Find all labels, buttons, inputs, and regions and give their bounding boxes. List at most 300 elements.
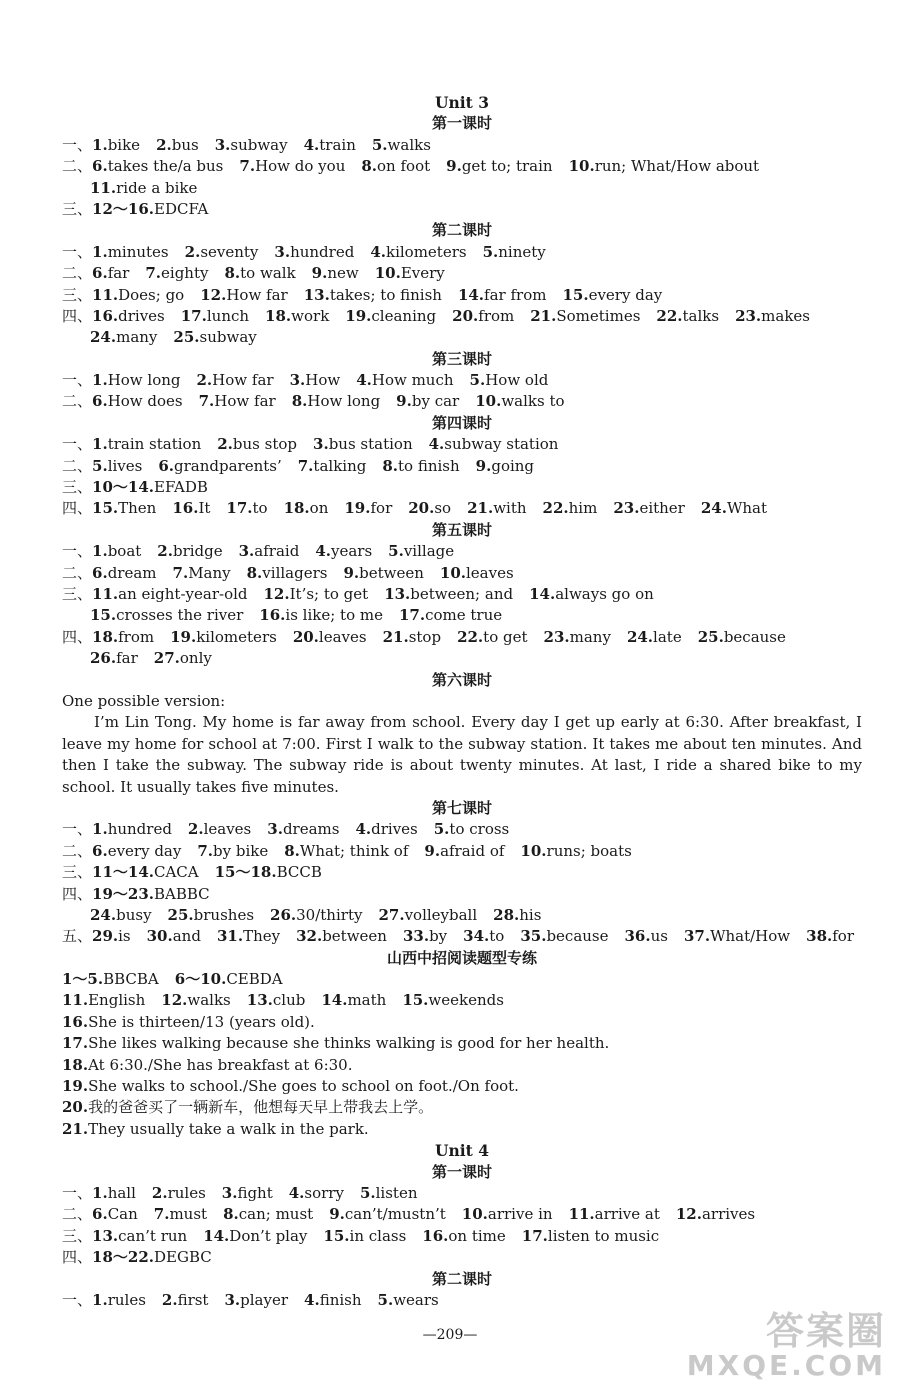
answer-row	[62, 541, 862, 562]
answer-text: talks	[682, 306, 720, 325]
answer-text: leaves	[466, 563, 514, 582]
answer-item	[446, 157, 552, 175]
answer-row	[62, 1226, 862, 1247]
answer-item	[378, 906, 477, 924]
answer-item	[627, 628, 682, 646]
question-number: 5.	[388, 542, 404, 561]
answer-item	[312, 264, 359, 282]
answer-text: work	[291, 306, 330, 325]
answer-item	[92, 1291, 146, 1309]
question-number: 15.	[562, 285, 589, 304]
question-number: 3.	[289, 371, 306, 390]
question-number: 8.	[284, 841, 300, 860]
question-number: 6.	[92, 1205, 108, 1224]
question-number: 7.	[145, 264, 162, 283]
answer-item	[92, 307, 165, 325]
section-number: 三、	[62, 1226, 93, 1245]
answer-item	[569, 1205, 660, 1223]
answer-row	[62, 1097, 862, 1118]
answer-item	[676, 1205, 755, 1223]
question-number: 7.	[239, 157, 256, 176]
question-number: 24.	[90, 905, 117, 924]
answer-text: bus stop	[232, 435, 298, 454]
section-number: 一、	[62, 371, 93, 390]
answer-item	[62, 1077, 519, 1095]
answer-text: BABBC	[154, 884, 210, 903]
answer-item	[313, 435, 413, 453]
question-number: 16.	[172, 499, 199, 518]
question-number: 7.	[198, 392, 215, 411]
answer-text: his	[519, 905, 542, 924]
answer-item	[422, 1227, 506, 1245]
question-number: 11～14.	[92, 863, 154, 882]
answer-text: because	[546, 927, 609, 946]
answer-item	[173, 328, 256, 346]
answer-item	[476, 457, 534, 475]
answer-item	[267, 820, 339, 838]
answer-item	[92, 499, 156, 517]
answer-row	[62, 1119, 862, 1140]
answer-text: She likes walking because she thinks walking is good for her health.	[88, 1034, 610, 1053]
question-number: 1.	[92, 435, 108, 454]
question-number: 13.	[303, 285, 330, 304]
answer-text: on	[309, 499, 329, 518]
answer-item	[92, 863, 199, 881]
answer-text: How	[305, 371, 341, 390]
question-number: 8.	[223, 1205, 239, 1224]
section-number: 一、	[62, 1290, 93, 1309]
answer-text: from	[478, 306, 515, 325]
answer-item	[224, 264, 295, 282]
answer-item	[378, 1291, 439, 1309]
section-number: 一、	[62, 435, 93, 454]
question-number: 16.	[259, 606, 286, 625]
question-number: 5.	[359, 1183, 376, 1202]
section-number: 一、	[62, 135, 93, 154]
answer-text: makes	[761, 306, 811, 325]
answer-text: How far	[214, 392, 276, 411]
question-number: 23.	[543, 627, 570, 646]
question-number: 18～22.	[92, 1248, 154, 1267]
answer-item	[158, 457, 281, 475]
question-number: 34.	[463, 927, 490, 946]
answer-item	[217, 435, 297, 453]
answer-item	[239, 542, 300, 560]
answer-item	[356, 371, 453, 389]
answer-row	[62, 627, 862, 648]
question-number: 4.	[370, 242, 386, 261]
answer-item	[304, 286, 442, 304]
question-number: 10.	[520, 841, 547, 860]
answer-text: only	[179, 649, 212, 668]
answer-text: Does; go	[118, 285, 185, 304]
answer-text: Can	[107, 1205, 138, 1224]
answer-text: CACA	[154, 863, 199, 882]
answer-text: for	[370, 499, 393, 518]
question-number: 10.	[374, 264, 401, 283]
answer-row	[62, 178, 862, 199]
question-number: 21.	[62, 1119, 89, 1138]
answer-item	[289, 1184, 344, 1202]
answer-item	[181, 307, 249, 325]
answer-text: They	[243, 927, 281, 946]
answer-row	[62, 1076, 862, 1097]
answer-item	[224, 1291, 288, 1309]
answer-text: Don’t play	[229, 1226, 308, 1245]
answer-item	[383, 628, 441, 646]
question-number: 18.	[92, 627, 119, 646]
answer-text: BCCB	[276, 863, 322, 882]
answer-text: leaves	[203, 820, 252, 839]
question-number: 16.	[62, 1012, 89, 1031]
answer-text: It’s; to get	[289, 584, 369, 603]
answer-item	[408, 499, 451, 517]
section-number: 一、	[62, 820, 93, 839]
answer-text: club	[272, 991, 306, 1010]
sample-essay-paragraph: I’m Lin Tong. My home is far away from school. Every day I get up early at 6:30. After breakfast, I leave my home for school at 7:00. First I walk to the subway station. It takes me about ten minutes. And then I take the subway. The subway ride is about twenty minutes. At last, I ride a shared bike to my school. It usually takes five minutes.	[62, 713, 862, 796]
question-number: 13.	[246, 991, 273, 1010]
answer-item	[199, 392, 276, 410]
answer-row	[62, 135, 862, 156]
question-number: 20.	[452, 306, 479, 325]
question-number: 11.	[90, 178, 117, 197]
answer-text: seventy	[200, 242, 259, 261]
answer-text: with	[493, 499, 527, 518]
question-number: 16.	[92, 306, 119, 325]
answer-text: by	[429, 927, 448, 946]
answer-text: to get	[483, 627, 528, 646]
question-number: 1.	[92, 542, 108, 561]
answer-text: kilometers	[385, 242, 467, 261]
answer-item	[223, 1205, 313, 1223]
answer-text: Many	[188, 563, 231, 582]
answer-item	[145, 264, 208, 282]
question-number: 6.	[92, 157, 108, 176]
answer-text: 30/thirty	[296, 905, 363, 924]
answer-row	[62, 370, 862, 391]
answer-text: get to; train	[461, 157, 553, 176]
answer-item	[434, 820, 510, 838]
question-number: 3.	[238, 542, 255, 561]
answer-text: drives	[371, 820, 418, 839]
question-number: 27.	[378, 905, 405, 924]
answer-item	[735, 307, 810, 325]
answer-text: takes; to finish	[329, 285, 442, 304]
answer-item	[92, 927, 131, 945]
question-number: 6～10.	[174, 970, 227, 989]
question-number: 21.	[530, 306, 557, 325]
answer-item	[247, 564, 328, 582]
answer-item	[154, 649, 212, 667]
answer-item	[457, 628, 527, 646]
answer-text: between; and	[410, 584, 514, 603]
answer-text: village	[403, 542, 455, 561]
question-number: 4.	[303, 135, 320, 154]
answer-text: new	[327, 264, 359, 283]
answer-row	[62, 584, 862, 605]
answer-text: How does	[107, 392, 183, 411]
question-number: 1.	[92, 242, 108, 261]
answer-item	[493, 906, 541, 924]
answer-text: She is thirteen/13 (years old).	[88, 1012, 315, 1031]
answer-text: to finish	[398, 456, 460, 475]
question-number: 3.	[313, 435, 329, 454]
answer-item	[329, 1205, 446, 1223]
answer-text: years	[330, 542, 373, 561]
question-number: 18.	[62, 1055, 89, 1074]
answer-item	[270, 906, 362, 924]
answer-text: What	[726, 499, 768, 518]
question-number: 1.	[92, 371, 108, 390]
question-number: 19～23.	[92, 884, 154, 903]
answer-item	[215, 863, 322, 881]
answer-item	[92, 1248, 212, 1266]
section-number: 四、	[62, 627, 93, 646]
question-number: 38.	[806, 927, 833, 946]
question-number: 19.	[170, 627, 197, 646]
answer-item	[173, 564, 231, 582]
answer-row	[62, 841, 862, 862]
answer-row	[62, 1055, 862, 1076]
question-number: 16.	[422, 1226, 449, 1245]
answer-text: on time	[448, 1226, 506, 1245]
answer-text: going	[491, 456, 535, 475]
answer-item	[62, 970, 159, 988]
question-number: 22.	[542, 499, 569, 518]
answer-item	[424, 842, 504, 860]
question-number: 19.	[62, 1077, 89, 1096]
answer-text: hundred	[107, 820, 172, 839]
answer-item	[222, 1184, 273, 1202]
answer-item	[701, 499, 767, 517]
answer-item	[239, 157, 345, 175]
answer-text: hundred	[290, 242, 355, 261]
answer-item	[90, 649, 138, 667]
answer-text: ninety	[498, 242, 546, 261]
section-heading: 第五课时	[431, 520, 492, 539]
section-number: 四、	[62, 499, 93, 518]
answer-item	[259, 606, 383, 624]
answer-item	[154, 1205, 207, 1223]
answer-item	[92, 392, 183, 410]
question-number: 17.	[521, 1226, 548, 1245]
answer-text: runs; boats	[546, 841, 632, 860]
question-number: 15.	[90, 606, 117, 625]
section-heading: 第一课时	[431, 1162, 492, 1181]
question-number: 14.	[457, 285, 485, 304]
section-heading: 第三课时	[431, 349, 492, 368]
answer-row	[62, 990, 862, 1011]
question-number: 18.	[265, 306, 292, 325]
answer-text: wears	[393, 1290, 439, 1309]
answer-text: him	[568, 499, 598, 518]
answer-text: minutes	[107, 242, 169, 261]
question-number: 9.	[446, 157, 462, 176]
answer-item	[343, 564, 423, 582]
question-number: 1.	[92, 820, 108, 839]
answer-item	[544, 628, 611, 646]
section-number: 二、	[62, 563, 93, 582]
question-number: 5.	[482, 242, 499, 261]
section-number: 四、	[62, 1248, 93, 1267]
question-number: 11.	[92, 285, 119, 304]
answer-item	[684, 927, 790, 945]
question-number: 1～5.	[62, 970, 104, 989]
answer-text: What/How	[710, 927, 791, 946]
answer-text: arrive in	[487, 1205, 553, 1224]
answer-text: takes the/a bus	[107, 157, 224, 176]
answer-text: to walk	[240, 264, 296, 283]
answer-item	[403, 927, 447, 945]
question-number: 4.	[304, 1290, 320, 1309]
question-number: 9.	[329, 1205, 345, 1224]
question-number: 3.	[274, 242, 291, 261]
answer-row	[62, 926, 862, 947]
answer-item	[92, 243, 169, 261]
answer-text: first	[177, 1290, 209, 1309]
answer-row	[62, 199, 862, 220]
answer-row	[62, 242, 862, 263]
answer-text: for	[832, 927, 855, 946]
question-number: 11.	[92, 584, 119, 603]
question-number: 5.	[371, 135, 388, 154]
answer-item	[440, 564, 514, 582]
question-number: 32.	[296, 927, 323, 946]
answer-text: run; What/How about	[594, 157, 760, 176]
answer-text: far	[116, 649, 138, 668]
question-number: 6.	[92, 563, 108, 582]
version-label: One possible version:	[62, 691, 226, 710]
answer-row	[62, 391, 862, 412]
answer-item	[92, 478, 208, 496]
answer-item	[90, 328, 157, 346]
answer-item	[344, 499, 392, 517]
answer-item	[92, 200, 208, 218]
question-number: 20.	[62, 1098, 89, 1117]
question-number: 28.	[493, 905, 520, 924]
answer-text: to cross	[449, 820, 510, 839]
answer-item	[247, 991, 306, 1009]
question-number: 25.	[173, 328, 200, 347]
answer-item	[806, 927, 854, 945]
answer-text: crosses the river	[116, 606, 244, 625]
question-number: 13.	[384, 584, 411, 603]
question-number: 9.	[475, 456, 492, 475]
answer-item	[355, 820, 417, 838]
answer-item	[698, 628, 786, 646]
question-number: 10.	[475, 392, 502, 411]
answer-row	[62, 862, 862, 883]
answer-text: far	[107, 264, 130, 283]
question-number: 15.	[92, 499, 119, 518]
answer-item	[520, 842, 631, 860]
answer-row	[62, 263, 862, 284]
answer-item	[90, 606, 243, 624]
question-number: 21.	[382, 627, 409, 646]
answer-item	[170, 628, 277, 646]
answer-text: busy	[116, 905, 152, 924]
question-number: 18.	[283, 499, 310, 518]
answer-row	[62, 1247, 862, 1268]
answer-text: every day	[588, 285, 663, 304]
answer-item	[200, 286, 288, 304]
answer-text: player	[240, 1290, 289, 1309]
answer-item	[162, 1291, 209, 1309]
section-number: 一、	[62, 242, 93, 261]
answer-row	[62, 605, 862, 626]
answer-item	[470, 371, 549, 389]
answer-text: listen to music	[547, 1226, 660, 1245]
answer-text: rules	[167, 1183, 206, 1202]
answer-text: bridge	[172, 542, 223, 561]
answer-item	[375, 264, 445, 282]
answer-text: BBCBA	[103, 970, 159, 989]
answer-item	[543, 499, 598, 517]
question-number: 2.	[184, 242, 201, 261]
answer-item	[92, 842, 181, 860]
question-number: 29.	[92, 927, 119, 946]
question-number: 5.	[92, 456, 108, 475]
section-heading: 第一课时	[431, 114, 492, 133]
answer-text: Then	[118, 499, 157, 518]
answer-text: CEBDA	[226, 970, 283, 989]
answer-item	[613, 499, 685, 517]
question-number: 3.	[224, 1290, 241, 1309]
answer-text: to	[489, 927, 505, 946]
question-number: 7.	[153, 1205, 170, 1224]
answer-item	[92, 136, 140, 154]
question-number: 10.	[439, 563, 466, 582]
answer-item	[284, 499, 329, 517]
section-number: 二、	[62, 392, 93, 411]
answer-row	[62, 434, 862, 455]
answer-item	[92, 628, 154, 646]
answer-text: lives	[107, 456, 143, 475]
answer-text: lunch	[206, 306, 250, 325]
page-number: —209—	[422, 1327, 478, 1343]
answer-text: come true	[425, 606, 503, 625]
question-number: 11.	[568, 1205, 595, 1224]
question-number: 26.	[270, 905, 297, 924]
answer-text: is like; to me	[285, 606, 383, 625]
answer-item	[62, 1034, 609, 1052]
answer-text: subway station	[444, 435, 559, 454]
answer-item	[382, 457, 459, 475]
question-number: 14.	[203, 1226, 230, 1245]
answer-item	[226, 499, 267, 517]
question-number: 7.	[297, 456, 314, 475]
answer-item	[298, 457, 367, 475]
answer-item	[384, 585, 513, 603]
section-number: 二、	[62, 1205, 93, 1224]
section-heading: 第二课时	[431, 221, 492, 240]
question-number: 6.	[92, 841, 108, 860]
section-number: 二、	[62, 264, 93, 283]
answer-text: sorry	[304, 1183, 344, 1202]
answer-item	[483, 243, 546, 261]
answer-row	[62, 498, 862, 519]
answer-text: grandparents’	[174, 456, 282, 475]
unit-heading: Unit 3	[434, 93, 489, 112]
answer-row	[62, 156, 862, 177]
question-number: 6.	[92, 264, 108, 283]
answer-text: drives	[118, 306, 165, 325]
answer-text: arrives	[701, 1205, 756, 1224]
answer-item	[147, 927, 201, 945]
answer-item	[62, 991, 145, 1009]
answer-text: walks	[187, 991, 231, 1010]
answer-item	[458, 286, 547, 304]
